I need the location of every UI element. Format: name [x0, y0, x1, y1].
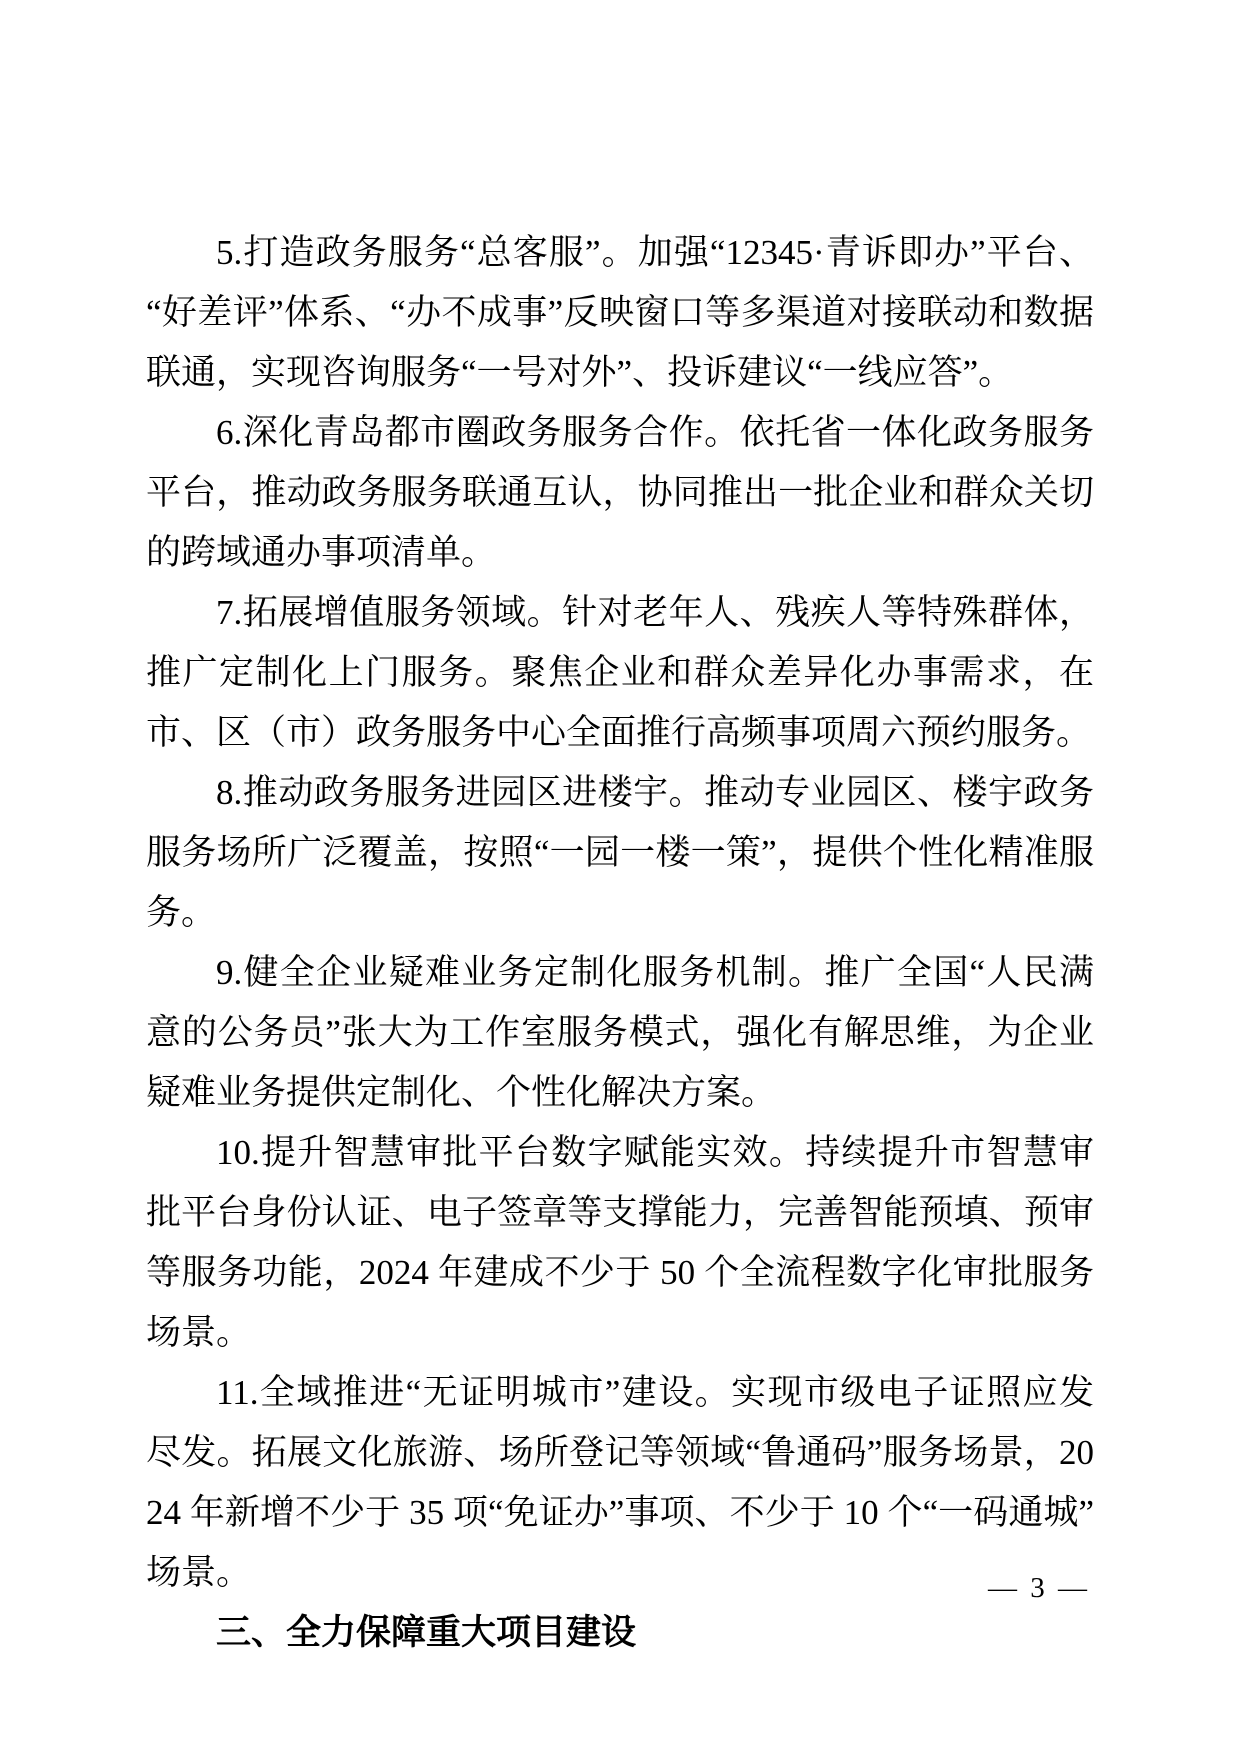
paragraph: 11.全域推进“无证明城市”建设。实现市级电子证照应发尽发。拓展文化旅游、场所登记等领域“鲁通码”服务场景，2024 年新增不少于 35 项“免证办”事项、不少于 10 个“一码通城”场景。: [146, 1373, 1094, 1592]
paragraph: 7.拓展增值服务领域。针对老年人、残疾人等特殊群体，推广定制化上门服务。聚焦企业和群众差异化办事需求，在市、区（市）政务服务中心全面推行高频事项周六预约服务。: [146, 593, 1094, 752]
paragraph: 10.提升智慧审批平台数字赋能实效。持续提升市智慧审批平台身份认证、电子签章等支撑能力，完善智能预填、预审等服务功能，2024 年建成不少于 50 个全流程数字化审批服务场景。: [146, 1133, 1094, 1352]
paragraph: 6.深化青岛都市圈政务服务合作。依托省一体化政务服务平台，推动政务服务联通互认，协同推出一批企业和群众关切的跨域通办事项清单。: [146, 413, 1094, 572]
paragraph: 5.打造政务服务“总客服”。加强“12345·青诉即办”平台、“好差评”体系、“办不成事”反映窗口等多渠道对接联动和数据联通，实现咨询服务“一号对外”、投诉建议“一线应答”。: [146, 233, 1094, 392]
page-number: — 3 —: [988, 1572, 1090, 1604]
section-heading: 三、全力保障重大项目建设: [216, 1613, 637, 1652]
paragraph: 9.健全企业疑难业务定制化服务机制。推广全国“人民满意的公务员”张大为工作室服务模式，强化有解思维，为企业疑难业务提供定制化、个性化解决方案。: [146, 953, 1094, 1112]
paragraph: 8.推动政务服务进园区进楼宇。推动专业园区、楼宇政务服务场所广泛覆盖，按照“一园一楼一策”，提供个性化精准服务。: [146, 773, 1094, 932]
document-body: [146, 223, 1094, 1663]
